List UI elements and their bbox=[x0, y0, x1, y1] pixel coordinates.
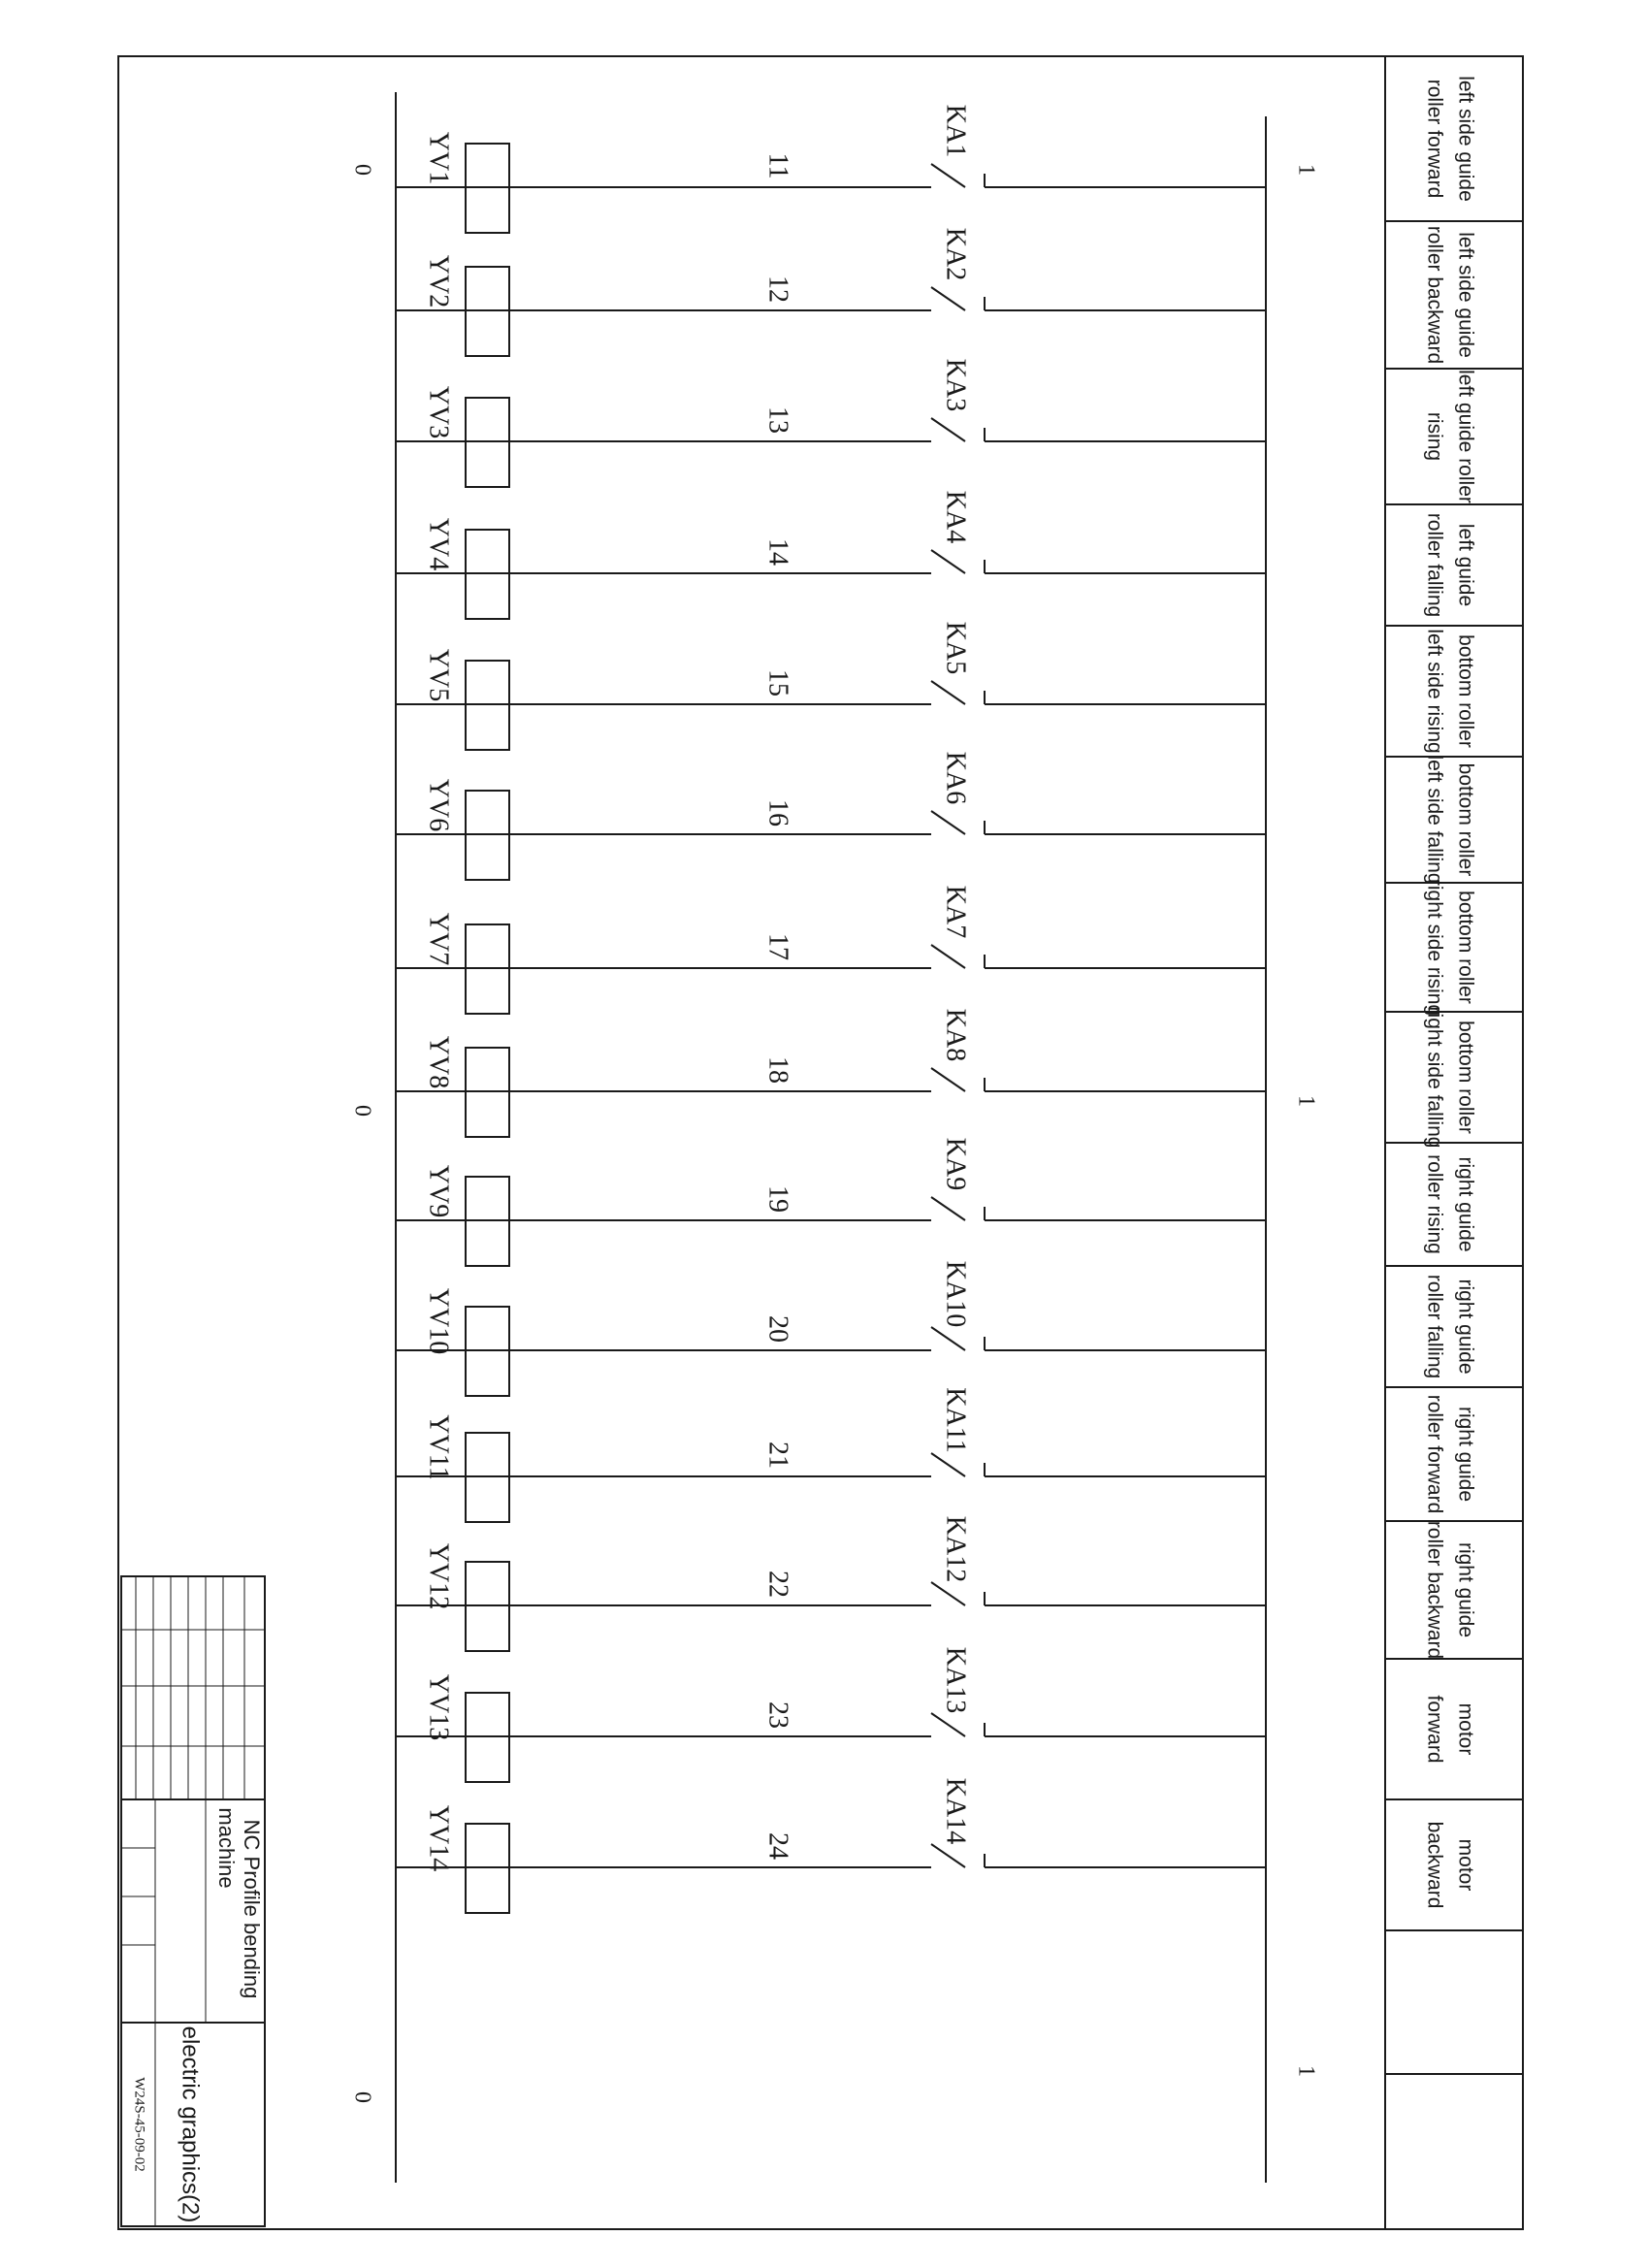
description-line-1: bottom roller bbox=[1454, 1021, 1477, 1134]
rail-0-label: 0 bbox=[349, 2091, 375, 2103]
solenoid-valve-label: YV1 bbox=[423, 131, 454, 185]
contact-blade bbox=[931, 1582, 965, 1605]
description-line-1: right guide bbox=[1454, 1156, 1477, 1252]
wire-number-label: 14 bbox=[762, 538, 793, 566]
solenoid-valve-label: YV10 bbox=[423, 1287, 454, 1355]
contact-blade bbox=[931, 1197, 965, 1220]
solenoid-valve-label: YV3 bbox=[423, 385, 454, 439]
drawing-frame bbox=[118, 56, 1523, 2229]
description-column bbox=[1385, 221, 1523, 2074]
contact-blade bbox=[931, 945, 965, 968]
wire-number-label: 20 bbox=[762, 1315, 793, 1343]
solenoid-valve-label: YV4 bbox=[423, 517, 454, 571]
description-line-1: left side guide bbox=[1454, 76, 1477, 202]
wire-number-label: 19 bbox=[762, 1185, 793, 1213]
contact-blade bbox=[931, 287, 965, 310]
rung-2 bbox=[396, 226, 1476, 364]
rung-6 bbox=[396, 752, 1476, 885]
rail-1-label: 1 bbox=[1293, 164, 1319, 176]
description-line-2: roller falling bbox=[1423, 1274, 1446, 1379]
title-block bbox=[121, 1576, 265, 2226]
rung-8 bbox=[396, 1007, 1476, 1149]
wire-number-label: 13 bbox=[762, 406, 793, 434]
relay-contact-label: KA10 bbox=[940, 1260, 971, 1328]
relay-contact-label: KA14 bbox=[940, 1777, 971, 1845]
wire-number-label: 22 bbox=[762, 1571, 793, 1598]
rung-12 bbox=[396, 1516, 1476, 1659]
description-line-2: roller backward bbox=[1423, 225, 1446, 365]
wire-number-label: 21 bbox=[762, 1442, 793, 1469]
relay-contact-label: KA9 bbox=[940, 1137, 971, 1191]
relay-contact-label: KA2 bbox=[940, 227, 971, 281]
rung-14 bbox=[396, 1778, 1476, 1913]
description-line-2: right side falling bbox=[1423, 1006, 1446, 1149]
description-line-2: roller forward bbox=[1423, 79, 1446, 199]
relay-contact-label: KA3 bbox=[940, 358, 971, 412]
rung-11 bbox=[396, 1387, 1476, 1522]
machine-name-line-1: NC Profile bending bbox=[240, 1819, 265, 1999]
rail-1-label: 1 bbox=[1293, 2065, 1319, 2077]
relay-contact-label: KA8 bbox=[940, 1008, 971, 1062]
rung-7 bbox=[396, 879, 1476, 1016]
relay-contact-label: KA1 bbox=[940, 104, 971, 158]
rail-1-label: 1 bbox=[1293, 1095, 1319, 1107]
contact-blade bbox=[931, 550, 965, 573]
rung-9 bbox=[396, 1138, 1476, 1266]
solenoid-valve-label: YV6 bbox=[423, 778, 454, 832]
wire-number-label: 15 bbox=[762, 669, 793, 697]
relay-contact-label: KA5 bbox=[940, 621, 971, 675]
description-line-2: backward bbox=[1423, 1821, 1446, 1909]
description-line-1: left side guide bbox=[1454, 232, 1477, 358]
solenoid-valve-label: YV8 bbox=[423, 1035, 454, 1089]
solenoid-valve-label: YV12 bbox=[423, 1542, 454, 1610]
drawing-title: electric graphics(2) bbox=[177, 2025, 204, 2223]
description-line-1: right guide bbox=[1454, 1406, 1477, 1503]
rung-4 bbox=[396, 491, 1476, 619]
description-line-2: roller backward bbox=[1423, 1520, 1446, 1660]
description-line-1: left guide bbox=[1454, 523, 1477, 607]
description-line-2: forward bbox=[1423, 1695, 1446, 1764]
description-line-1: bottom roller bbox=[1454, 762, 1477, 877]
rung-5 bbox=[396, 622, 1476, 754]
description-line-2: roller forward bbox=[1423, 1394, 1446, 1514]
wire-number-label: 18 bbox=[762, 1056, 793, 1084]
description-line-1: motor bbox=[1454, 1702, 1477, 1756]
solenoid-valve-label: YV7 bbox=[423, 912, 454, 966]
relay-contact-label: KA11 bbox=[940, 1387, 971, 1453]
relay-contact-label: KA13 bbox=[940, 1646, 971, 1714]
description-line-1: right guide bbox=[1454, 1279, 1477, 1375]
solenoid-valve-label: YV9 bbox=[423, 1164, 454, 1218]
solenoid-valve-label: YV14 bbox=[423, 1804, 454, 1872]
contact-blade bbox=[931, 418, 965, 441]
wire-number-label: 24 bbox=[762, 1832, 793, 1860]
contact-blade bbox=[931, 1844, 965, 1867]
rung-13 bbox=[396, 1647, 1476, 1782]
contact-blade bbox=[931, 1327, 965, 1350]
contact-blade bbox=[931, 1068, 965, 1091]
wire-number-label: 17 bbox=[762, 933, 793, 960]
description-line-1: left guide roller bbox=[1454, 370, 1477, 503]
relay-contact-label: KA4 bbox=[940, 490, 971, 544]
description-line-2: left side rising bbox=[1423, 629, 1446, 754]
description-line-2: roller rising bbox=[1423, 1154, 1446, 1254]
frame-border bbox=[118, 56, 1523, 2229]
relay-contact-label: KA6 bbox=[940, 751, 971, 805]
rail-0-label: 0 bbox=[349, 1105, 375, 1117]
contact-blade bbox=[931, 164, 965, 187]
solenoid-valve-label: YV2 bbox=[423, 254, 454, 308]
solenoid-valve-label: YV13 bbox=[423, 1673, 454, 1741]
solenoid-valve-label: YV5 bbox=[423, 648, 454, 702]
rung-1 bbox=[396, 76, 1476, 233]
relay-contact-label: KA7 bbox=[940, 885, 971, 939]
contact-blade bbox=[931, 1453, 965, 1476]
contact-blade bbox=[931, 811, 965, 834]
description-line-2: roller falling bbox=[1423, 512, 1446, 618]
description-line-1: bottom roller bbox=[1454, 634, 1477, 748]
machine-name-line-2: machine bbox=[214, 1807, 240, 1889]
drawing-number: W24S-45-09-02 bbox=[131, 2077, 147, 2172]
rung-3 bbox=[396, 359, 1476, 503]
contact-blade bbox=[931, 1713, 965, 1736]
solenoid-valve-label: YV11 bbox=[423, 1414, 454, 1480]
wire-number-label: 23 bbox=[762, 1701, 793, 1729]
relay-contact-label: KA12 bbox=[940, 1515, 971, 1583]
description-line-2: right side rising bbox=[1423, 878, 1446, 1017]
rung-10 bbox=[396, 1261, 1476, 1396]
wire-number-label: 11 bbox=[762, 152, 793, 179]
description-line-2: rising bbox=[1423, 411, 1446, 462]
contact-blade bbox=[931, 681, 965, 704]
rail-0-label: 0 bbox=[349, 164, 375, 176]
description-line-1: bottom roller bbox=[1454, 891, 1477, 1004]
description-line-1: motor bbox=[1454, 1838, 1477, 1892]
ladder-rungs bbox=[396, 76, 1476, 1913]
description-line-1: right guide bbox=[1454, 1541, 1477, 1638]
wire-number-label: 16 bbox=[762, 799, 793, 826]
wire-number-label: 12 bbox=[762, 275, 793, 303]
description-line-2: left side falling bbox=[1423, 755, 1446, 885]
